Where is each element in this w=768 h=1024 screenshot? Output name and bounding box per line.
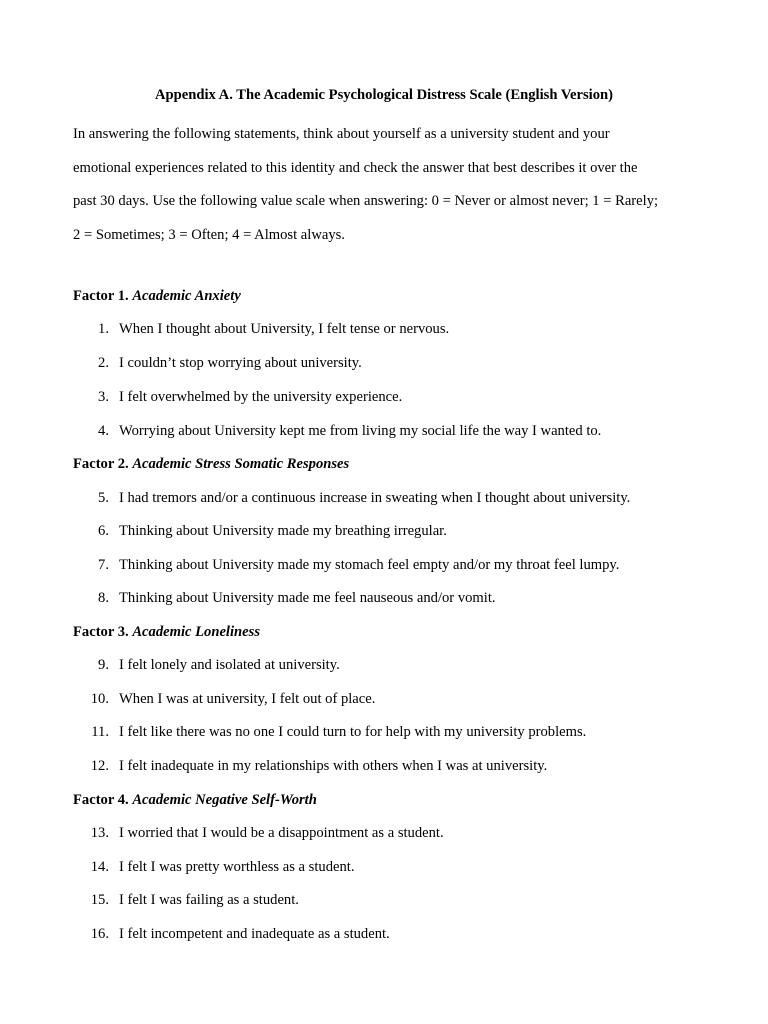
item-number: 7. <box>98 557 109 573</box>
item-text: I felt inadequate in my relationships with others when I was at university. <box>119 758 548 774</box>
factor-heading <box>73 790 317 810</box>
factor-name: Academic Anxiety <box>132 288 241 304</box>
item-text: I felt lonely and isolated at university. <box>119 657 340 673</box>
instructions-line: In answering the following statements, think about yourself as a university student and your <box>73 126 610 142</box>
item-number: 13. <box>90 825 109 841</box>
factor-heading <box>73 286 241 306</box>
factor-label: Factor 4. <box>73 792 129 808</box>
item-number: 2. <box>98 355 109 371</box>
item-text: Thinking about University made my breathing irregular. <box>119 523 447 539</box>
item-number: 6. <box>98 523 109 539</box>
instructions-line: emotional experiences related to this identity and check the answer that best describes it over the <box>73 159 638 176</box>
item-text: I felt I was pretty worthless as a student. <box>119 859 355 875</box>
factor-heading <box>73 622 260 642</box>
item-number: 15. <box>90 892 109 908</box>
factor-label: Factor 2. <box>73 456 129 472</box>
item-text: Thinking about University made my stomach feel empty and/or my throat feel lumpy. <box>119 557 620 573</box>
item-text: When I was at university, I felt out of place. <box>119 691 376 707</box>
item-number: 3. <box>98 389 109 405</box>
item-text: I felt overwhelmed by the university experience. <box>119 389 403 405</box>
item-number: 12. <box>90 758 109 774</box>
item-number: 11. <box>91 724 109 740</box>
item-number: 16. <box>90 926 109 942</box>
instructions-line: 2 = Sometimes; 3 = Often; 4 = Almost always. <box>73 226 345 243</box>
item-number: 8. <box>98 590 109 606</box>
item-text: Thinking about University made me feel nauseous and/or vomit. <box>119 590 496 606</box>
factor-name: Academic Loneliness <box>132 624 260 640</box>
item-text: I felt I was failing as a student. <box>119 892 299 908</box>
item-number: 10. <box>90 691 109 707</box>
factor-name: Academic Negative Self-Worth <box>132 792 317 808</box>
instructions-paragraph <box>73 118 713 252</box>
factor-label: Factor 1. <box>73 288 129 304</box>
item-text: I felt like there was no one I could turn to for help with my university problems. <box>119 724 587 740</box>
item-number: 5. <box>98 490 109 506</box>
factor-label: Factor 3. <box>73 624 129 640</box>
item-text: I worried that I would be a disappointment as a student. <box>119 825 444 841</box>
item-number: 9. <box>98 657 109 673</box>
item-text: Worrying about University kept me from living my social life the way I wanted to. <box>119 423 602 439</box>
item-text: I felt incompetent and inadequate as a student. <box>119 926 390 942</box>
factor-heading <box>73 454 349 474</box>
item-text: When I thought about University, I felt tense or nervous. <box>119 321 450 337</box>
item-number: 14. <box>90 859 109 875</box>
item-number: 4. <box>98 423 109 439</box>
item-text: I had tremors and/or a continuous increase in sweating when I thought about university. <box>119 490 631 506</box>
factor-name: Academic Stress Somatic Responses <box>132 456 350 472</box>
item-number: 1. <box>98 321 109 337</box>
instructions-line: past 30 days. Use the following value scale when answering: 0 = Never or almost never; 1 = Rarely; <box>73 193 659 209</box>
item-text: I couldn’t stop worrying about university. <box>119 355 362 371</box>
appendix-title: Appendix A. The Academic Psychological Distress Scale (English Version) <box>155 87 613 103</box>
